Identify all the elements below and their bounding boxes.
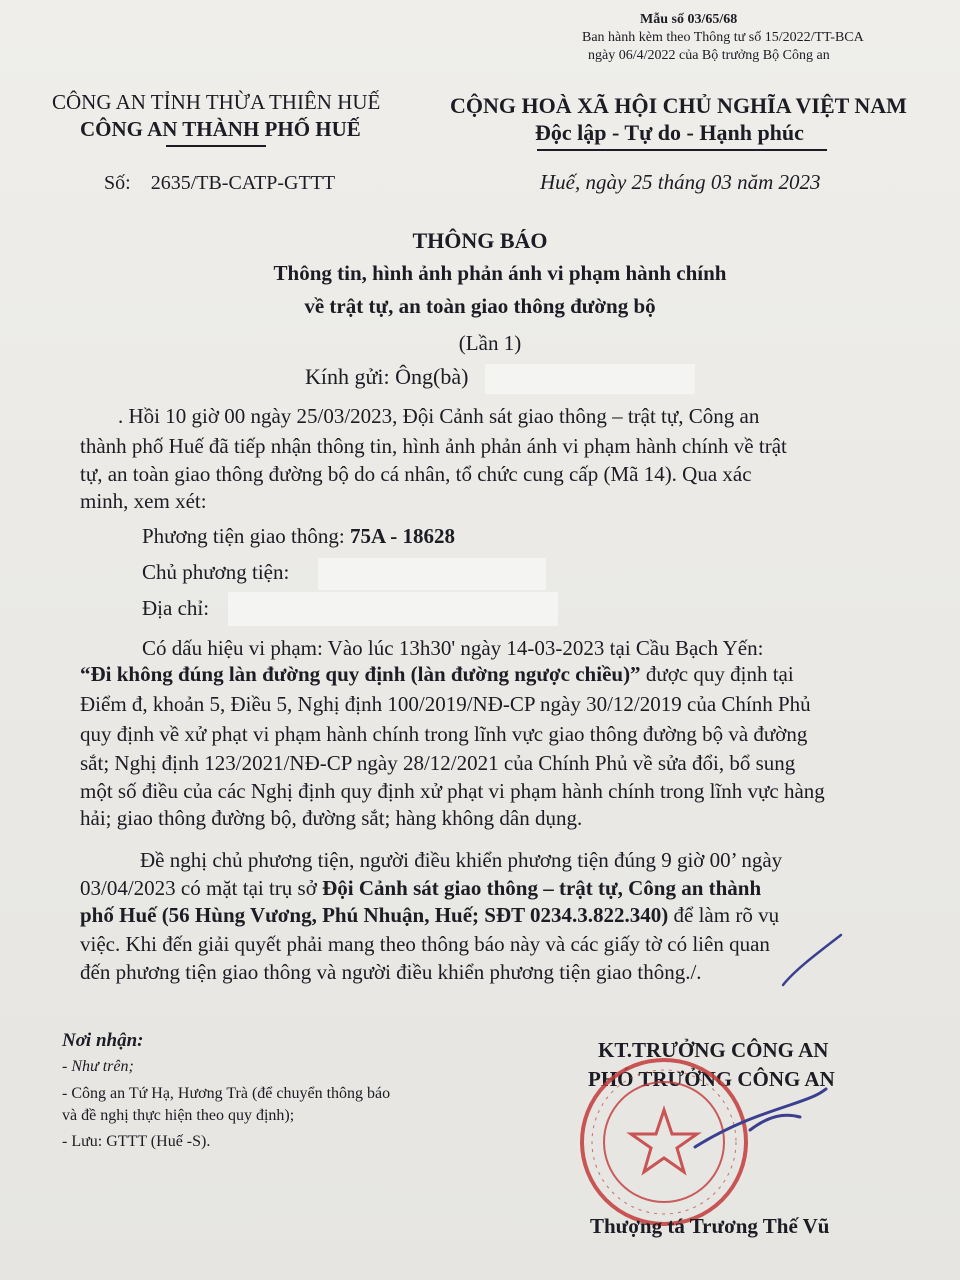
signer-position-1: KT.TRƯỞNG CÔNG AN — [598, 1038, 829, 1062]
document-date: Huế, ngày 25 tháng 03 năm 2023 — [540, 170, 821, 194]
para2-line7: hải; giao thông đường bộ, đường sắt; hàng không dân dụng. — [80, 806, 583, 830]
para1-line4: minh, xem xét: — [80, 489, 207, 513]
vehicle-line: Phương tiện giao thông: 75A - 18628 — [142, 524, 455, 548]
document-number: Số: 2635/TB-CATP-GTTT — [104, 172, 336, 194]
recipient-item-1: - Như trên; — [62, 1058, 134, 1075]
redacted-name — [485, 364, 695, 394]
para2-line1: Có dấu hiệu vi phạm: Vào lúc 13h30' ngày 14-03-2023 tại Cầu Bạch Yến: — [142, 636, 764, 660]
handwritten-signature — [690, 1085, 830, 1155]
recipient-item-3: - Lưu: GTTT (Huế -S). — [62, 1133, 211, 1150]
form-number: Mẫu số 03/65/68 — [640, 12, 738, 27]
document-subtitle-line1: Thông tin, hình ảnh phản ánh vi phạm hành chính — [273, 261, 727, 285]
para1-line1: . Hồi 10 giờ 00 ngày 25/03/2023, Đội Cảnh sát giao thông – trật tự, Công an — [118, 404, 760, 428]
redacted-owner — [318, 558, 546, 590]
issuing-agency-parent: CÔNG AN TỈNH THỪA THIÊN HUẾ — [52, 90, 381, 114]
national-motto: Độc lập - Tự do - Hạnh phúc — [535, 120, 804, 145]
redacted-address — [228, 592, 558, 626]
document-subtitle-line2: về trật tự, an toàn giao thông đường bộ — [304, 294, 656, 318]
para2-line4: quy định về xử phạt vi phạm hành chính trong lĩnh vực giao thông đường bộ và đường — [80, 722, 808, 746]
para1-line2: thành phố Huế đã tiếp nhận thông tin, hình ảnh phản ánh vi phạm hành chính về trật — [80, 434, 787, 458]
form-issued-with: Ban hành kèm theo Thông tư số 15/2022/TT-BCA — [582, 30, 864, 45]
para3-line5: đến phương tiện giao thông và người điều khiển phương tiện giao thông./. — [80, 960, 702, 984]
para3-line2: 03/04/2023 có mặt tại trụ sở Đội Cảnh sát giao thông – trật tự, Công an thành — [80, 876, 762, 900]
recipient-item-2b: và đề nghị thực hiện theo quy định); — [62, 1107, 295, 1124]
agency-underline — [166, 145, 266, 147]
recipient-line: Kính gửi: Ông(bà) — [305, 364, 469, 389]
para2-line3: Điểm đ, khoản 5, Điều 5, Nghị định 100/2019/NĐ-CP ngày 30/12/2019 của Chính Phủ — [80, 692, 811, 716]
motto-underline — [537, 149, 827, 151]
owner-line: Chủ phương tiện: — [142, 560, 290, 584]
national-title: CỘNG HOÀ XÃ HỘI CHỦ NGHĨA VIỆT NAM — [450, 93, 907, 118]
address-line: Địa chỉ: — [142, 596, 210, 620]
para3-line1: Đề nghị chủ phương tiện, người điều khiển phương tiện đúng 9 giờ 00’ ngày — [140, 848, 783, 872]
para3-line3: phố Huế (56 Hùng Vương, Phú Nhuận, Huế; SĐT 0234.3.822.340) để làm rõ vụ — [80, 903, 780, 927]
issuing-agency: CÔNG AN THÀNH PHỐ HUẾ — [80, 117, 361, 141]
notice-round: (Lần 1) — [458, 331, 522, 355]
signer-name: Thượng tá Trương Thế Vũ — [590, 1214, 830, 1238]
para3-line4: việc. Khi đến giải quyết phải mang theo thông báo này và các giấy tờ có liên quan — [80, 932, 770, 956]
para2-line6: một số điều của các Nghị định quy định xử phạt vi phạm hành chính trong lĩnh vực hàng — [80, 779, 825, 803]
para2-line2-violation: “Đi không đúng làn đường quy định (làn đường ngược chiều)” được quy định tại — [80, 662, 794, 686]
para2-line5: sắt; Nghị định 123/2021/NĐ-CP ngày 28/12/2021 của Chính Phủ về sửa đổi, bổ sung — [80, 751, 796, 775]
form-issued-date: ngày 06/4/2022 của Bộ trưởng Bộ Công an — [588, 48, 830, 63]
recipients-heading: Nơi nhận: — [62, 1030, 144, 1051]
signer-position-2: PHÓ TRƯỞNG CÔNG AN — [588, 1067, 835, 1091]
document-title: THÔNG BÁO — [412, 228, 548, 253]
recipient-item-2: - Công an Tứ Hạ, Hương Trà (để chuyển thông báo — [62, 1085, 391, 1102]
pen-mark — [775, 930, 845, 990]
para1-line3: tự, an toàn giao thông đường bộ do cá nhân, tổ chức cung cấp (Mã 14). Qua xác — [80, 462, 752, 486]
